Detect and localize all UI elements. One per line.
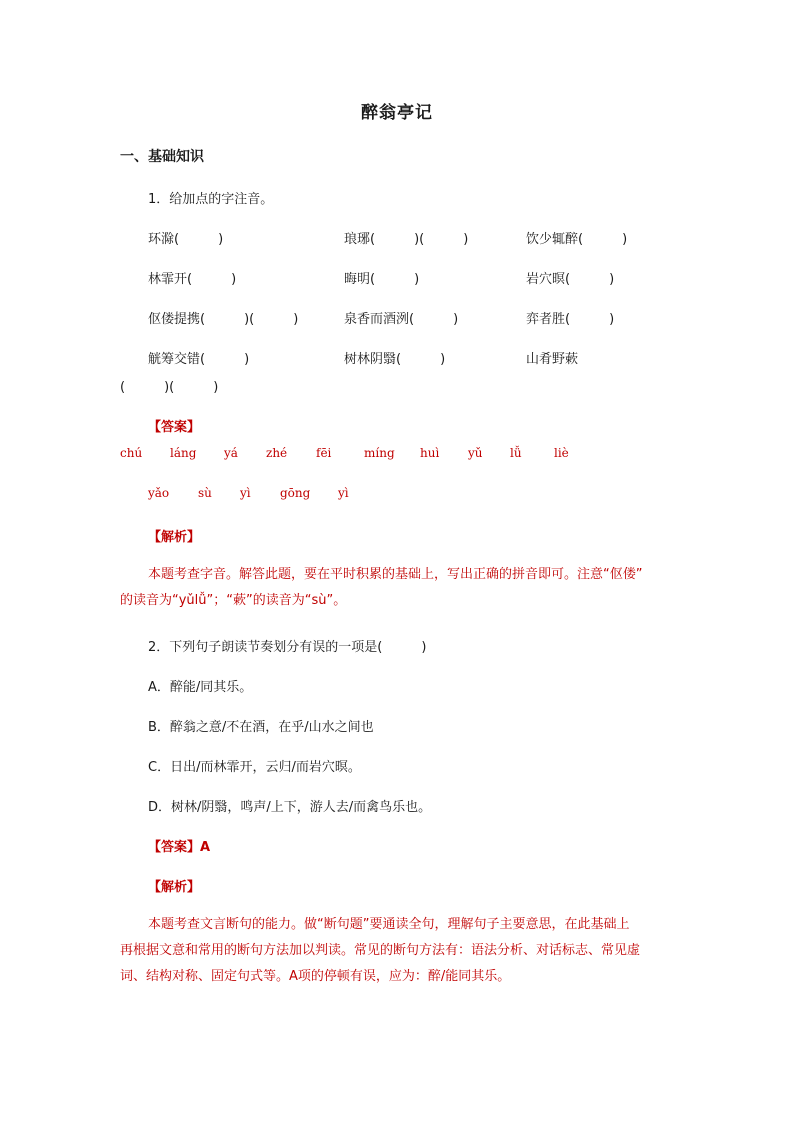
q2-option-c: C．日出/而林霏开，云归/而岩穴暝。 — [148, 760, 361, 775]
question-2-prompt: 2．下列句子朗读节奏划分有误的一项是( ) — [148, 640, 427, 655]
q2-option-d: D．树林/阴翳，鸣声/上下，游人去/而禽鸟乐也。 — [148, 800, 432, 815]
q2-analysis-label: 【解析】 — [148, 880, 201, 895]
pinyin: lǚ — [510, 446, 522, 460]
q1-item: 觥筹交错( ) — [148, 352, 250, 367]
q1-item: 林霏开( ) — [148, 272, 237, 287]
pinyin: láng — [170, 446, 197, 460]
q1-pinyin-row-1 — [120, 446, 680, 462]
q1-item: 饮少辄醉( ) — [526, 232, 628, 247]
pinyin: liè — [554, 446, 569, 460]
q2-analysis-text — [120, 912, 680, 990]
analysis-line: 本题考查字音。解答此题，要在平时积累的基础上，写出正确的拼音即可。注意“伛偻” — [148, 567, 643, 582]
q1-item: 泉香而酒洌( ) — [344, 312, 459, 327]
q2-answer-value: A — [200, 840, 211, 855]
page-title: 醉翁亭记 — [361, 103, 433, 123]
q1-item: 岩穴暝( ) — [526, 272, 615, 287]
q1-pinyin-row-2 — [148, 486, 548, 502]
analysis-line: 的读音为“yǔlǚ”；“蔌”的读音为“sù”。 — [120, 593, 347, 608]
pinyin: yǔ — [468, 446, 483, 460]
q1-analysis-label: 【解析】 — [148, 530, 201, 545]
q1-analysis-text — [120, 562, 680, 614]
pinyin: fēi — [316, 446, 332, 460]
pinyin: yì — [338, 486, 349, 500]
analysis-line: 词、结构对称、固定句式等。A项的停顿有误，应为：醉/能同其乐。 — [120, 969, 511, 984]
q2-option-a: A．醉能/同其乐。 — [148, 680, 253, 695]
q1-answer-label: 【答案】 — [148, 420, 201, 435]
pinyin: yǎo — [148, 486, 170, 500]
q1-item: 弈者胜( ) — [526, 312, 615, 327]
pinyin: huì — [420, 446, 440, 460]
pinyin: míng — [364, 446, 395, 460]
pinyin: sù — [198, 486, 212, 500]
q1-item: 琅琊( )( ) — [344, 232, 469, 247]
analysis-line: 本题考查文言断句的能力。做“断句题”要通读全句，理解句子主要意思，在此基础上 — [148, 917, 630, 932]
question-1-prompt: 1．给加点的字注音。 — [148, 192, 274, 207]
q2-answer — [148, 836, 210, 855]
q1-item: 山肴野蔌 — [526, 352, 579, 367]
pinyin: yá — [224, 446, 238, 460]
q1-item: 伛偻提携( )( ) — [148, 312, 299, 327]
analysis-line: 再根据文意和常用的断句方法加以判读。常见的断句方法有：语法分析、对话标志、常见虚 — [120, 943, 641, 958]
q2-option-b: B．醉翁之意/不在酒，在乎/山水之间也 — [148, 720, 374, 735]
q1-item: 树林阴翳( ) — [344, 352, 446, 367]
q1-item-wrap: ( )( ) — [120, 380, 219, 395]
pinyin: chú — [120, 446, 143, 460]
q1-item: 晦明( ) — [344, 272, 420, 287]
pinyin: gōng — [280, 486, 311, 500]
q2-answer-label: 【答案】 — [148, 840, 201, 855]
q1-item: 环滁( ) — [148, 232, 224, 247]
pinyin: zhé — [266, 446, 288, 460]
pinyin: yì — [240, 486, 251, 500]
section-heading: 一、基础知识 — [120, 149, 204, 165]
